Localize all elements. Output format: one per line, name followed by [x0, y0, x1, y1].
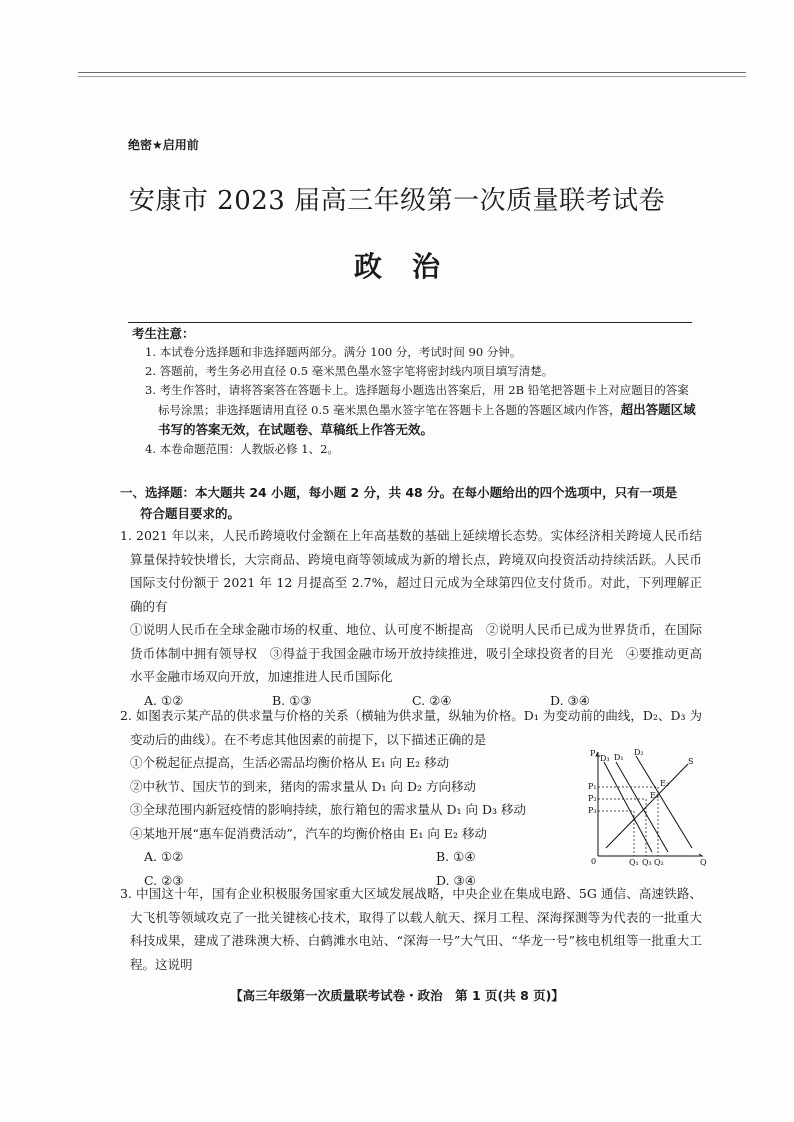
graph-label-p1: P₁	[588, 782, 597, 791]
section-heading	[120, 482, 700, 524]
notice-item-3-text: 3. 考生作答时，请将答案答在答题卡上。选择题每小题选出答案后，用 2B 铅笔把答题卡上对应题目的答案标号涂黑；非选择题请用直径 0.5 毫米黑色墨水签字笔在答题卡上各题的答题区域内作答，	[145, 383, 689, 417]
notice-item-4: 4. 本卷命题范围：人教版必修 1、2。	[145, 442, 339, 456]
q1-option-c[interactable]: C. ②④	[412, 692, 452, 708]
confidential-label: 绝密★启用前	[128, 138, 199, 152]
question-3	[120, 882, 702, 976]
subject-title: 政治	[353, 250, 470, 283]
q2-option-d[interactable]: D. ③④	[436, 872, 476, 888]
graph-label-p2: P₂	[588, 794, 597, 803]
top-rule	[78, 72, 746, 73]
graph-label-q2: Q₂	[654, 858, 664, 866]
graph-label-d2: D₂	[634, 748, 644, 757]
notice-item-2: 2. 答题前，考生务必用直径 0.5 毫米黑色墨水签字笔将密封线内项目填写清楚。	[145, 364, 554, 378]
question-3-stem: 3. 中国这十年，国有企业积极服务国家重大区域发展战略，中央企业在集成电路、5G 通信、高速铁路、大飞机等领域攻克了一批关键核心技术，取得了以载人航天、探月工程、深海探测等为代表的一批重大科技成果，建成了港珠澳大桥、白鹤滩水电站、“深海一号”大气田、“华龙一号”核电机组等一批重大工程。这说明	[120, 886, 702, 972]
graph-label-s: S	[688, 757, 694, 766]
supply-demand-graph	[588, 748, 708, 866]
q2-option-b[interactable]: B. ①④	[436, 849, 476, 864]
graph-curve-d3	[604, 762, 652, 852]
graph-label-d3: D₃	[600, 754, 610, 763]
section-line-1: 一、选择题：本大题共 24 小题，每小题 2 分，共 48 分。在每小题给出的四个选项中，只有一项是	[120, 485, 678, 500]
question-2-statement-4: ④某地开展“惠车促消费活动”，汽车的均衡价格由 E₁ 向 E₂ 移动	[130, 825, 487, 841]
graph-label-q: Q	[700, 858, 707, 866]
graph-label-e1: E₁	[650, 791, 660, 800]
graph-label-p: P	[590, 749, 596, 758]
notice-item-3	[132, 381, 698, 440]
graph-label-d1: D₁	[614, 753, 624, 762]
graph-q-arrow	[698, 854, 702, 856]
question-2-statement-3: ③全球范围内新冠疫情的影响持续，旅行箱包的需求量从 D₁ 向 D₃ 移动	[130, 802, 526, 817]
q2-option-a[interactable]: A. ①②	[144, 849, 184, 864]
graph-label-e2: E₂	[660, 779, 670, 788]
graph-label-q1: Q₁	[629, 858, 639, 866]
question-2-statement-1: ①个税起征点提高，生活必需品均衡价格从 E₁ 向 E₂ 移动	[130, 755, 450, 770]
q1-option-b[interactable]: B. ①③	[272, 692, 312, 708]
q1-option-d[interactable]: D. ③④	[550, 692, 590, 708]
q2-option-c[interactable]: C. ②③	[144, 872, 184, 888]
notice-divider	[128, 322, 692, 323]
question-2-stem: 2. 如图表示某产品的供求量与价格的关系（横轴为供求量，纵轴为价格。D₁ 为变动前的曲线，D₂、D₃ 为变动后的曲线）。在不考虑其他因素的前提下，以下描述正确的是	[120, 708, 702, 747]
notice-item-1: 1. 本试卷分选择题和非选择题两部分。满分 100 分，考试时间 90 分钟。	[145, 345, 522, 359]
notice-item-3-bold: 超出答题区域书写的答案无效，在试题卷、草稿纸上作答无效。	[158, 402, 696, 437]
question-2-statement-2: ②中秋节、国庆节的到来，猪肉的需求量从 D₁ 向 D₂ 方向移动	[130, 778, 476, 794]
graph-curve-d2	[636, 756, 692, 848]
page-footer: 【高三年级第一次质量联考试卷・政治 第 1 页(共 8 页)】	[230, 988, 564, 1003]
section-line-2: 符合题目要求的。	[140, 506, 241, 521]
question-1-statements: ①说明人民币在全球金融市场的权重、地位、认可度不断提高 ②说明人民币已成为世界货币，在国际货币体制中拥有领导权 ③得益于我国金融市场开放持续推进，吸引全球投资者的目光 ④要推动更高水平金融市场双向开放，加速推进人民币国际化	[130, 622, 702, 684]
graph-label-p3: P₃	[588, 806, 597, 815]
notice-heading: 考生注意：	[132, 326, 195, 341]
graph-label-origin: 0	[591, 857, 597, 866]
graph-curve-s	[606, 764, 688, 848]
top-rule-secondary	[78, 76, 746, 77]
question-1	[120, 524, 702, 712]
graph-label-q3: Q₃	[642, 858, 652, 866]
candidate-notice	[132, 324, 698, 459]
q1-option-a[interactable]: A. ①②	[144, 692, 184, 708]
question-1-stem: 1. 2021 年以来，人民币跨境收付金额在上年高基数的基础上延续增长态势。实体经济相关跨境人民币结算量保持较快增长，大宗商品、跨境电商等领域成为新的增长点，跨境双向投资活动持续活跃。人民币国际支付份额于 2021 年 12 月提高至 2.7%，超过日元成为全球第四位支付货币。对此，下列理解正确的有	[120, 528, 702, 614]
graph-curve-d1	[616, 762, 668, 852]
exam-title: 安康市 2023 届高三年级第一次质量联考试卷	[128, 186, 666, 216]
